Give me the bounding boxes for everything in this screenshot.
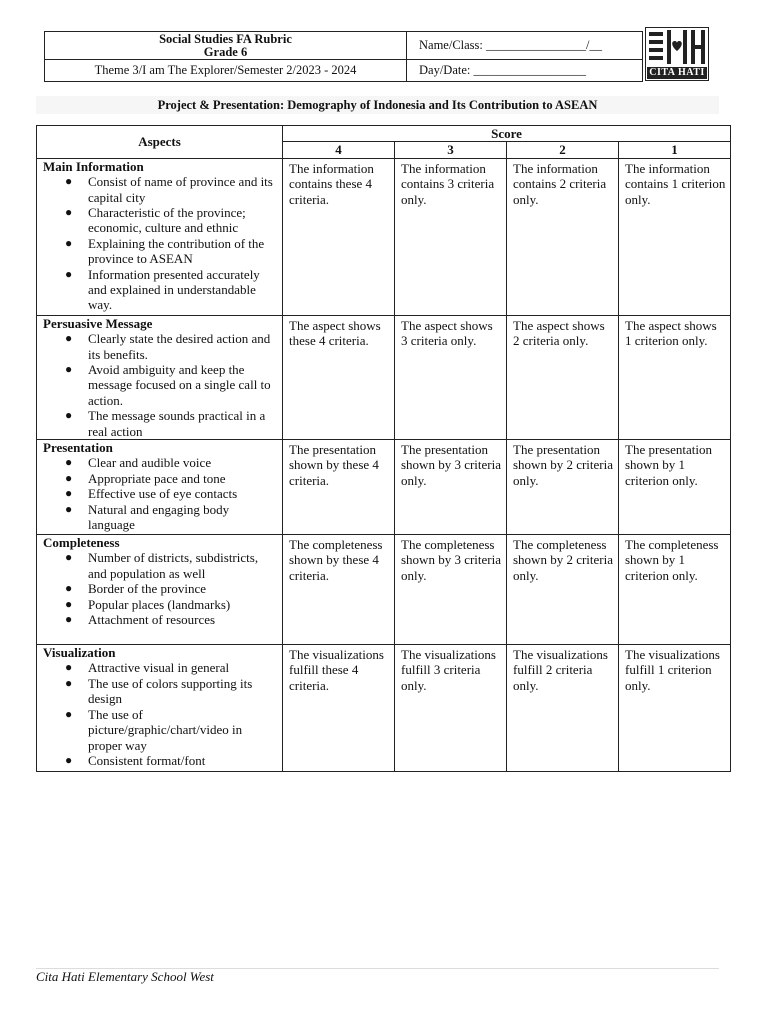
criterion-item [43,660,278,675]
criterion-item [43,471,278,486]
bullet-icon: ● [65,455,73,470]
school-name-footer: Cita Hati Elementary School West [36,969,214,984]
criterion-text: Appropriate pace and tone [88,470,226,486]
aspect-title: Completeness [43,535,120,551]
score-descriptor: The information contains these 4 criteria. [283,158,395,315]
criterion-item [43,502,278,533]
criterion-item [43,455,278,470]
bullet-icon: ● [65,470,73,485]
bullet-icon: ● [65,408,73,423]
criterion-item [43,550,278,581]
aspect-title: Visualization [43,645,116,661]
bullet-icon: ● [65,362,73,377]
criterion-item [43,707,278,753]
criterion-item [43,676,278,707]
bullet-icon: ● [65,550,73,565]
criterion-text: Clear and audible voice [88,455,212,471]
criterion-text: Effective use of eye contacts [88,486,238,502]
criterion-text: Natural and engaging body language [88,501,230,533]
bullet-icon: ● [65,331,73,346]
criterion-item [43,362,278,408]
score-descriptor: The completeness shown by 1 criterion only. [619,535,731,645]
bullet-icon: ● [65,486,73,501]
rubric-row [37,440,731,535]
criterion-item [43,331,278,362]
score-descriptor: The aspect shows 3 criteria only. [395,315,507,439]
score-descriptor: The information contains 3 criteria only. [395,158,507,315]
criterion-text: Popular places (landmarks) [88,596,231,612]
bullet-icon: ● [65,660,73,675]
rubric-row [37,645,731,772]
score-descriptor: The visualizations fulfill these 4 criteria. [283,645,395,772]
criterion-item [43,236,278,267]
day-date-field: Day/Date: __________________ [407,60,643,82]
criteria-list [43,455,278,532]
criterion-item [43,408,278,439]
bullet-icon: ● [65,596,73,611]
score-descriptor: The completeness shown by 3 criteria only. [395,535,507,645]
bullet-icon: ● [65,581,73,596]
bullet-icon: ● [65,612,73,627]
score-descriptor: The aspect shows 2 criteria only. [507,315,619,439]
criterion-text: Attractive visual in general [88,660,230,676]
score-descriptor: The presentation shown by 3 criteria only. [395,440,507,535]
criteria-list [43,550,278,627]
score-descriptor: The completeness shown by these 4 criteria. [283,535,395,645]
name-class-field: Name/Class: ________________/__ [407,32,643,60]
criterion-text: Explaining the contribution of the province to ASEAN [88,235,265,267]
criterion-item [43,205,278,236]
criterion-text: Border of the province [88,581,207,597]
rubric-title: Social Studies FA Rubric [159,31,292,46]
aspect-cell [37,535,283,645]
criteria-list [43,174,278,313]
criterion-text: Information presented accurately and explained in understandable way. [88,266,260,313]
score-column-header: 2 [507,142,619,158]
score-descriptor: The visualizations fulfill 1 criterion only. [619,645,731,772]
criteria-list [43,660,278,768]
aspects-header: Aspects [37,126,283,159]
rubric-title-cell [45,32,407,60]
criterion-item [43,174,278,205]
theme-label: Theme 3/I am The Explorer/Semester 2/2023 - 2024 [45,60,407,82]
criterion-text: The use of picture/graphic/chart/video in proper way [88,706,243,753]
criterion-text: Attachment of resources [88,612,216,628]
criterion-text: Clearly state the desired action and its benefits. [88,331,271,362]
score-column-header: 1 [619,142,731,158]
criterion-text: Consistent format/font [88,752,206,768]
score-column-header: 3 [395,142,507,158]
rubric-row [37,158,731,315]
criterion-text: Number of districts, subdistricts, and population as well [88,550,259,581]
criterion-text: The message sounds practical in a real action [88,408,266,439]
bullet-icon: ● [65,266,73,281]
criterion-item [43,597,278,612]
aspect-cell [37,440,283,535]
aspect-title: Main Information [43,158,144,174]
criterion-item [43,581,278,596]
score-descriptor: The information contains 2 criteria only. [507,158,619,315]
score-descriptor: The visualizations fulfill 3 criteria only. [395,645,507,772]
criterion-text: Characteristic of the province; economic, culture and ethnic [88,205,246,236]
bullet-icon: ● [65,752,73,767]
bullet-icon: ● [65,706,73,721]
aspect-cell [37,158,283,315]
aspect-cell [37,315,283,439]
criterion-item [43,486,278,501]
score-descriptor: The presentation shown by 1 criterion only. [619,440,731,535]
score-descriptor: The aspect shows these 4 criteria. [283,315,395,439]
logo-text: CITA HATI [647,67,707,79]
criterion-text: Consist of name of province and its capital city [88,174,273,205]
bullet-icon: ● [65,205,73,220]
criteria-list [43,331,278,439]
score-descriptor: The presentation shown by 2 criteria only. [507,440,619,535]
criterion-item [43,612,278,627]
score-descriptor: The information contains 1 criterion only. [619,158,731,315]
score-descriptor: The completeness shown by 2 criteria only. [507,535,619,645]
criterion-text: Avoid ambiguity and keep the message focused on a single call to action. [88,362,271,408]
aspect-title: Presentation [43,440,113,456]
rubric-row [37,315,731,439]
rubric-table [36,125,731,772]
project-title: Project & Presentation: Demography of Indonesia and Its Contribution to ASEAN [36,96,719,114]
bullet-icon: ● [65,174,73,189]
criterion-item [43,267,278,313]
score-header: Score [283,126,731,142]
score-column-header: 4 [283,142,395,158]
score-descriptor: The visualizations fulfill 2 criteria only. [507,645,619,772]
bullet-icon: ● [65,501,73,516]
criterion-item [43,753,278,768]
rubric-row [37,535,731,645]
score-descriptor: The presentation shown by these 4 criteria. [283,440,395,535]
bullet-icon: ● [65,235,73,250]
header-info-table [44,31,643,82]
bullet-icon: ● [65,675,73,690]
aspect-title: Persuasive Message [43,315,153,331]
school-logo [645,27,709,81]
criterion-text: The use of colors supporting its design [88,675,253,707]
grade-label: Grade 6 [203,44,248,59]
aspect-cell [37,645,283,772]
logo-emblem-icon [645,27,709,69]
score-descriptor: The aspect shows 1 criterion only. [619,315,731,439]
